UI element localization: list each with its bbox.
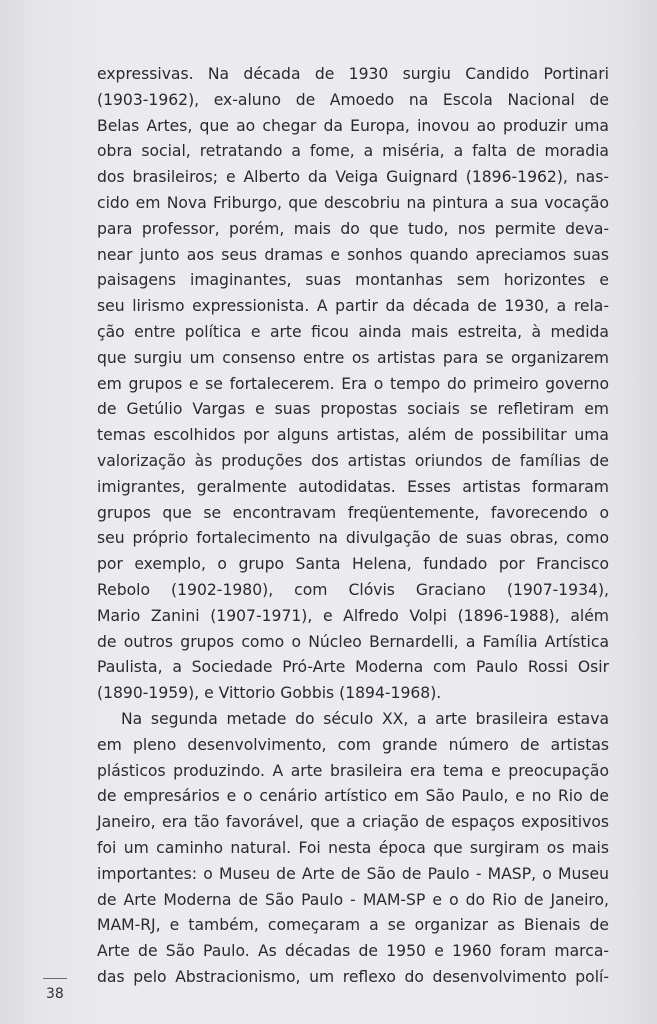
body-text bbox=[97, 62, 609, 991]
page-number: 38 bbox=[46, 986, 64, 1002]
text-line: dos brasileiros; e Alberto da Veiga Guignard (1896-1962), nas- bbox=[97, 168, 609, 187]
text-line: valorização às produções dos artistas oriundos de famílias de bbox=[97, 451, 609, 470]
text-line: imigrantes, geralmente autodidatas. Esses artistas formaram bbox=[97, 477, 609, 496]
text-line: (1890-1959), e Vittorio Gobbis (1894-1968). bbox=[97, 684, 442, 703]
text-line: em grupos e se fortalecerem. Era o tempo do primeiro governo bbox=[97, 374, 609, 393]
text-line: de empresários e o cenário artístico em São Paulo, e no Rio de bbox=[97, 787, 609, 806]
text-line: Mario Zanini (1907-1971), e Alfredo Volpi (1896-1988), além bbox=[97, 606, 609, 625]
text-line: Janeiro, era tão favorável, que a criação de espaços expositivos bbox=[97, 813, 609, 832]
text-line: paisagens imaginantes, suas montanhas sem horizontes e bbox=[97, 271, 609, 290]
text-line: ção entre política e arte ficou ainda mais estreita, à medida bbox=[97, 322, 609, 341]
text-line: Paulista, a Sociedade Pró-Arte Moderna com Paulo Rossi Osir bbox=[97, 658, 609, 677]
text-line: grupos que se encontravam freqüentemente, favorecendo o bbox=[97, 503, 609, 522]
text-line: foi um caminho natural. Foi nesta época que surgiram os mais bbox=[97, 838, 609, 857]
text-line: cido em Nova Friburgo, que descobriu na pintura a sua vocação bbox=[97, 193, 609, 212]
text-line: obra social, retratando a fome, a miséria, a falta de moradia bbox=[97, 142, 609, 161]
text-line: em pleno desenvolvimento, com grande número de artistas bbox=[97, 735, 609, 754]
text-line: seu lirismo expressionista. A partir da década de 1930, a rela- bbox=[97, 297, 609, 316]
footer-rule bbox=[43, 978, 67, 979]
text-line: Na segunda metade do século XX, a arte brasileira estava bbox=[121, 709, 609, 728]
text-line: (1903-1962), ex-aluno de Amoedo na Escola Nacional de bbox=[97, 90, 609, 109]
text-line: por exemplo, o grupo Santa Helena, fundado por Francisco bbox=[97, 555, 609, 574]
text-line: de outros grupos como o Núcleo Bernardelli, a Família Artística bbox=[97, 632, 609, 651]
text-line: de Arte Moderna de São Paulo - MAM-SP e o do Rio de Janeiro, bbox=[97, 890, 609, 909]
text-line: seu próprio fortalecimento na divulgação de suas obras, como bbox=[97, 529, 609, 548]
text-line: importantes: o Museu de Arte de São de Paulo - MASP, o Museu bbox=[97, 864, 609, 883]
text-line: Arte de São Paulo. As décadas de 1950 e 1960 foram marca- bbox=[97, 942, 609, 961]
text-line: near junto aos seus dramas e sonhos quando apreciamos suas bbox=[97, 245, 609, 264]
text-line: temas escolhidos por alguns artistas, além de possibilitar uma bbox=[97, 426, 609, 445]
text-line: das pelo Abstracionismo, um reflexo do desenvolvimento polí- bbox=[97, 967, 609, 986]
text-line: plásticos produzindo. A arte brasileira era tema e preocupação bbox=[97, 761, 609, 780]
text-line: expressivas. Na década de 1930 surgiu Candido Portinari bbox=[97, 65, 609, 83]
text-line: de Getúlio Vargas e suas propostas sociais se refletiram em bbox=[97, 400, 609, 419]
text-line: MAM-RJ, e também, começaram a se organizar as Bienais de bbox=[97, 916, 609, 935]
text-line: que surgiu um consenso entre os artistas para se organizarem bbox=[97, 348, 609, 367]
text-line: Rebolo (1902-1980), com Clóvis Graciano (1907-1934), bbox=[97, 580, 609, 599]
text-line: para professor, porém, mais do que tudo, nos permite deva- bbox=[97, 219, 609, 238]
text-line: Belas Artes, que ao chegar da Europa, inovou ao produzir uma bbox=[97, 116, 609, 135]
